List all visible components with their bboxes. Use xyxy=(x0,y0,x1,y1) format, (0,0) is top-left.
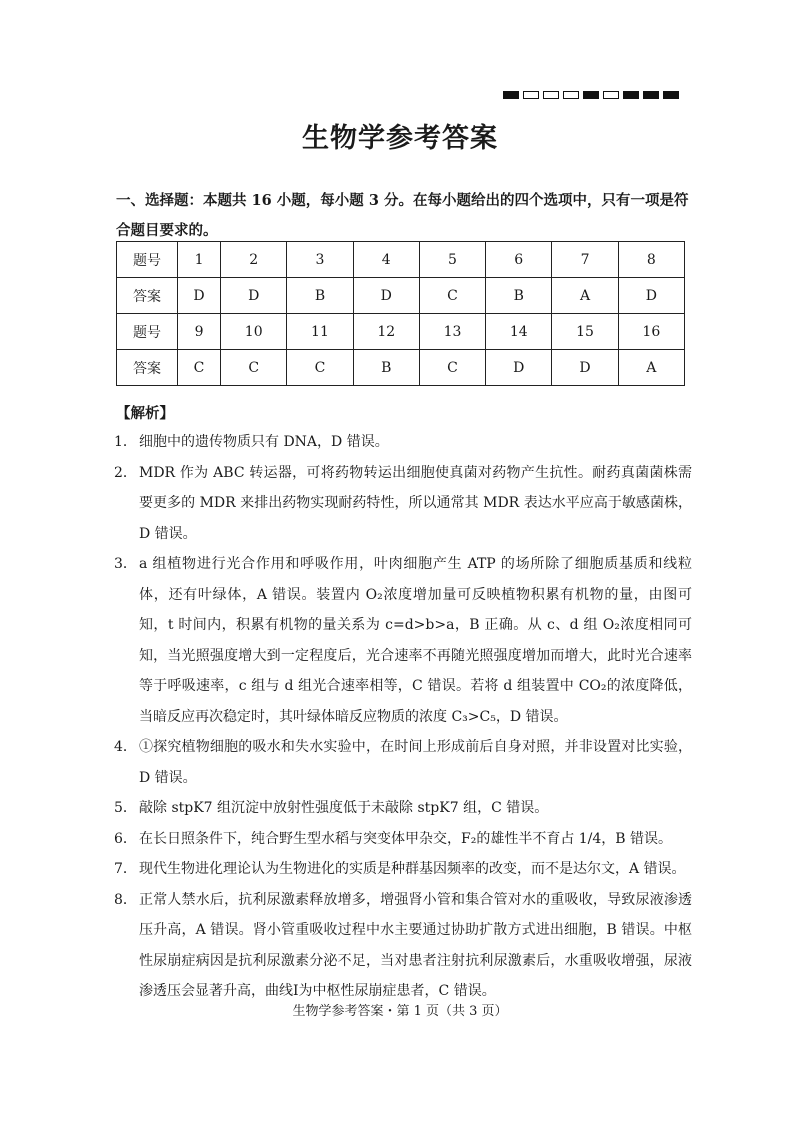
table-cell: 6 xyxy=(486,242,552,278)
table-cell: 13 xyxy=(419,314,485,350)
table-cell: 7 xyxy=(552,242,618,278)
table-cell: C xyxy=(419,278,485,314)
table-cell: 5 xyxy=(419,242,485,278)
explanation-item xyxy=(114,427,692,458)
explanation-list xyxy=(114,427,692,1007)
item-text: a 组植物进行光合作用和呼吸作用，叶肉细胞产生 ATP 的场所除了细胞质基质和线粒体，还有叶绿体，A 错误。装置内 O₂浓度增加量可反映植物积累有机物的量，由图可知，t 时间内，积累有机物的量关系为 c=d>b>a，B 正确。从 c、d 组 O₂浓度相同可知，当光照强度增大到一定程度后，光合速率不再随光照强度增加而增大，此时光合速率等于呼吸速率，c 组与 d 组光合速率相等，C 错误。若将 d 组装置中 CO₂的浓度降低，当暗反应再次稳定时，其叶绿体暗反应物质的浓度 C₃>C₅，D 错误。 xyxy=(139,556,692,725)
table-cell: D xyxy=(178,278,221,314)
item-number: 6． xyxy=(114,830,137,847)
table-cell: C xyxy=(178,350,221,386)
table-cell: D xyxy=(618,278,684,314)
item-number: 5． xyxy=(114,800,137,816)
explanation-item xyxy=(114,732,692,793)
item-number: 1． xyxy=(114,434,137,450)
page-footer: 生物学参考答案・第 1 页（共 3 页） xyxy=(292,1004,508,1019)
header-mark xyxy=(663,91,679,99)
header-mark xyxy=(623,91,639,99)
item-text: 细胞中的遗传物质只有 DNA，D 错误。 xyxy=(139,434,389,450)
answer-table xyxy=(116,241,685,386)
explanation-item xyxy=(114,793,692,824)
item-number: 2． xyxy=(114,464,137,481)
item-number: 4． xyxy=(114,739,137,755)
table-cell: 9 xyxy=(178,314,221,350)
explanation-item xyxy=(114,458,692,550)
table-cell: D xyxy=(486,350,552,386)
table-cell: 8 xyxy=(618,242,684,278)
item-text: 在长日照条件下，纯合野生型水稻与突变体甲杂交，F₂的雄性半不育占 1/4，B 错误。 xyxy=(139,830,673,847)
page-title: 生物学参考答案 xyxy=(302,123,498,154)
header-mark xyxy=(523,91,539,99)
row-label: 题号 xyxy=(117,242,178,278)
explanation-item xyxy=(114,824,692,855)
section-heading: 一、选择题：本题共 16 小题，每小题 3 分。在每小题给出的四个选项中，只有一项是符合题目要求的。 xyxy=(116,192,689,239)
table-row xyxy=(117,314,685,350)
row-label: 答案 xyxy=(117,278,178,314)
explanation-item xyxy=(114,885,692,1007)
table-cell: C xyxy=(221,350,287,386)
table-row xyxy=(117,350,685,386)
header-marks xyxy=(503,91,679,99)
item-text: 现代生物进化理论认为生物进化的实质是种群基因频率的改变，而不是达尔文，A 错误。 xyxy=(139,861,686,877)
item-text: ①探究植物细胞的吸水和失水实验中，在时间上形成前后自身对照，并非设置对比实验，D 错误。 xyxy=(139,739,692,786)
table-cell: 15 xyxy=(552,314,618,350)
header-mark xyxy=(543,91,559,99)
table-cell: D xyxy=(221,278,287,314)
table-cell: C xyxy=(287,350,353,386)
table-cell: 16 xyxy=(618,314,684,350)
explanation-item xyxy=(114,854,692,885)
table-cell: 1 xyxy=(178,242,221,278)
item-text: 敲除 stpK7 组沉淀中放射性强度低于未敲除 stpK7 组，C 错误。 xyxy=(139,800,549,816)
table-cell: A xyxy=(618,350,684,386)
header-mark xyxy=(563,91,579,99)
table-cell: C xyxy=(419,350,485,386)
table-cell: 14 xyxy=(486,314,552,350)
table-cell: 12 xyxy=(353,314,419,350)
table-cell: D xyxy=(552,350,618,386)
table-cell: 2 xyxy=(221,242,287,278)
row-label: 题号 xyxy=(117,314,178,350)
table-cell: B xyxy=(486,278,552,314)
row-label: 答案 xyxy=(117,350,178,386)
table-cell: 3 xyxy=(287,242,353,278)
table-row xyxy=(117,242,685,278)
header-mark xyxy=(583,91,599,99)
item-text: MDR 作为 ABC 转运器，可将药物转运出细胞使真菌对药物产生抗性。耐药真菌菌株需要更多的 MDR 来排出药物实现耐药特性，所以通常其 MDR 表达水平应高于敏感菌株，D 错误。 xyxy=(139,464,692,542)
header-mark xyxy=(603,91,619,99)
table-cell: B xyxy=(353,350,419,386)
table-cell: 10 xyxy=(221,314,287,350)
table-cell: B xyxy=(287,278,353,314)
explanation-item xyxy=(114,549,692,732)
item-number: 7． xyxy=(114,861,137,877)
table-cell: D xyxy=(353,278,419,314)
table-row xyxy=(117,278,685,314)
analysis-heading: 【解析】 xyxy=(116,405,174,422)
table-cell: A xyxy=(552,278,618,314)
item-number: 8． xyxy=(114,891,137,908)
item-number: 3． xyxy=(114,556,137,572)
header-mark xyxy=(503,91,519,99)
table-cell: 4 xyxy=(353,242,419,278)
table-cell: 11 xyxy=(287,314,353,350)
header-mark xyxy=(643,91,659,99)
item-text: 正常人禁水后，抗利尿激素释放增多，增强肾小管和集合管对水的重吸收，导致尿液渗透压升高，A 错误。肾小管重吸收过程中水主要通过协助扩散方式进出细胞，B 错误。中枢性尿崩症病因是抗利尿激素分泌不足，当对患者注射抗利尿激素后，水重吸收增强，尿液渗透压会显著升高，曲线Ⅰ为中枢性尿崩症患者，C 错误。 xyxy=(139,891,692,999)
